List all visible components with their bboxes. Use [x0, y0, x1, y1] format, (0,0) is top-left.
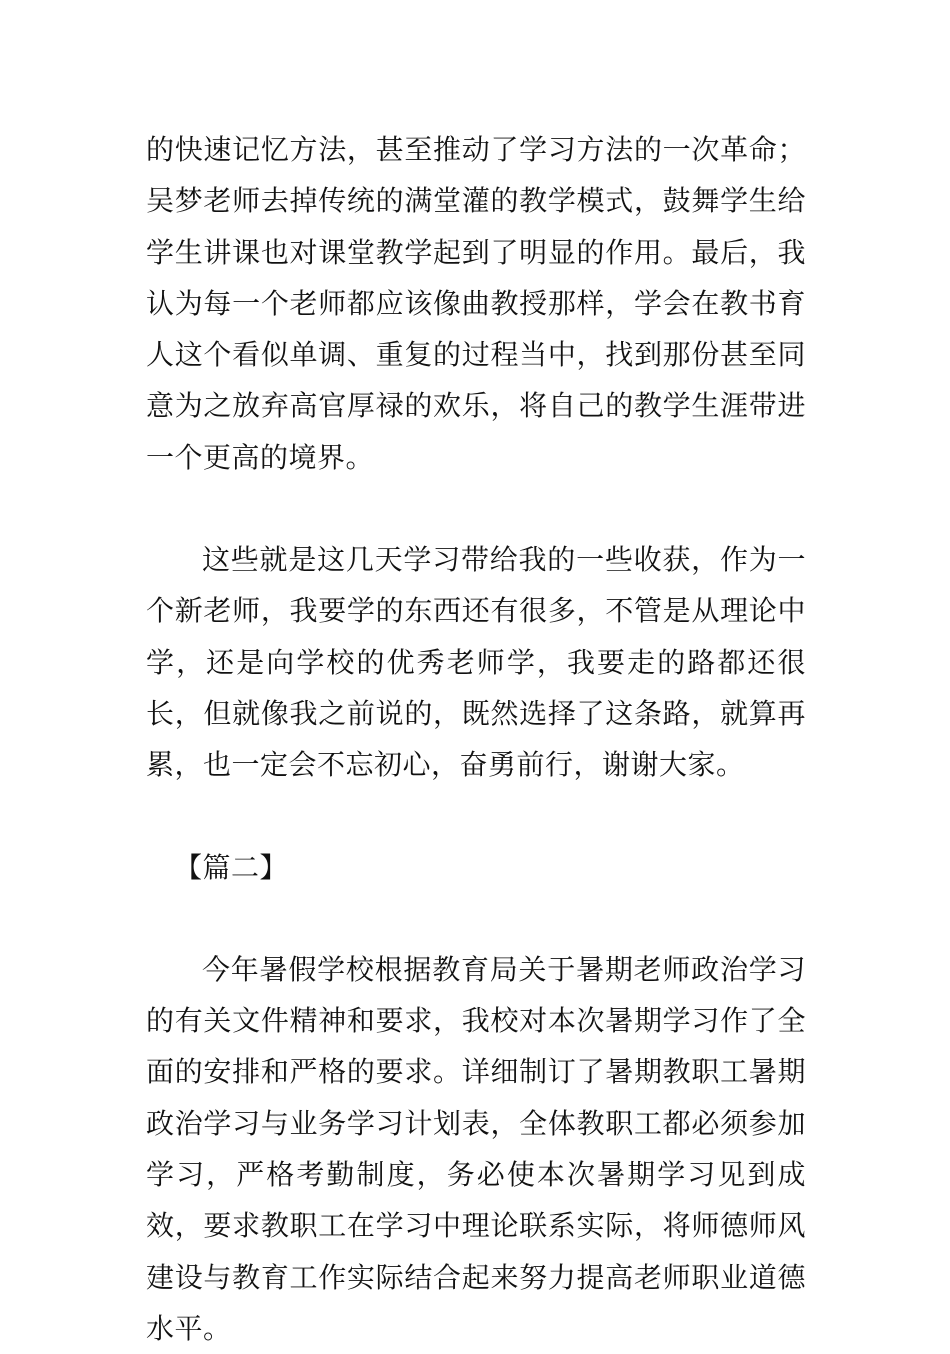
- document-page: [146, 124, 806, 1354]
- section-heading: 【篇二】: [174, 850, 289, 884]
- paragraph-continuation: 的快速记忆方法，甚至推动了学习方法的一次革命；吴梦老师去掉传统的满堂灌的教学模式，鼓舞学生给学生讲课也对课堂教学起到了明显的作用。最后，我认为每一个老师都应该像曲教授那样，学会在教书育人这个看似单调、重复的过程当中，找到那份甚至同意为之放弃高官厚禄的欢乐，将自己的教学生涯带进一个更高的境界。: [146, 133, 806, 474]
- paragraph-section-two: 今年暑假学校根据教育局关于暑期老师政治学习的有关文件精神和要求，我校对本次暑期学习作了全面的安排和严格的要求。详细制订了暑期教职工暑期政治学习与业务学习计划表，全体教职工都必须参加学习，严格考勤制度，务必使本次暑期学习见到成效，要求教职工在学习中理论联系实际，将师德师风建设与教育工作实际结合起来努力提高老师职业道德水平。: [146, 952, 806, 1345]
- paragraph-closing-remarks: 这些就是这几天学习带给我的一些收获，作为一个新老师，我要学的东西还有很多，不管是从理论中学，还是向学校的优秀老师学，我要走的路都还很长，但就像我之前说的，既然选择了这条路，就算再累，也一定会不忘初心，奋勇前行，谢谢大家。: [146, 543, 806, 782]
